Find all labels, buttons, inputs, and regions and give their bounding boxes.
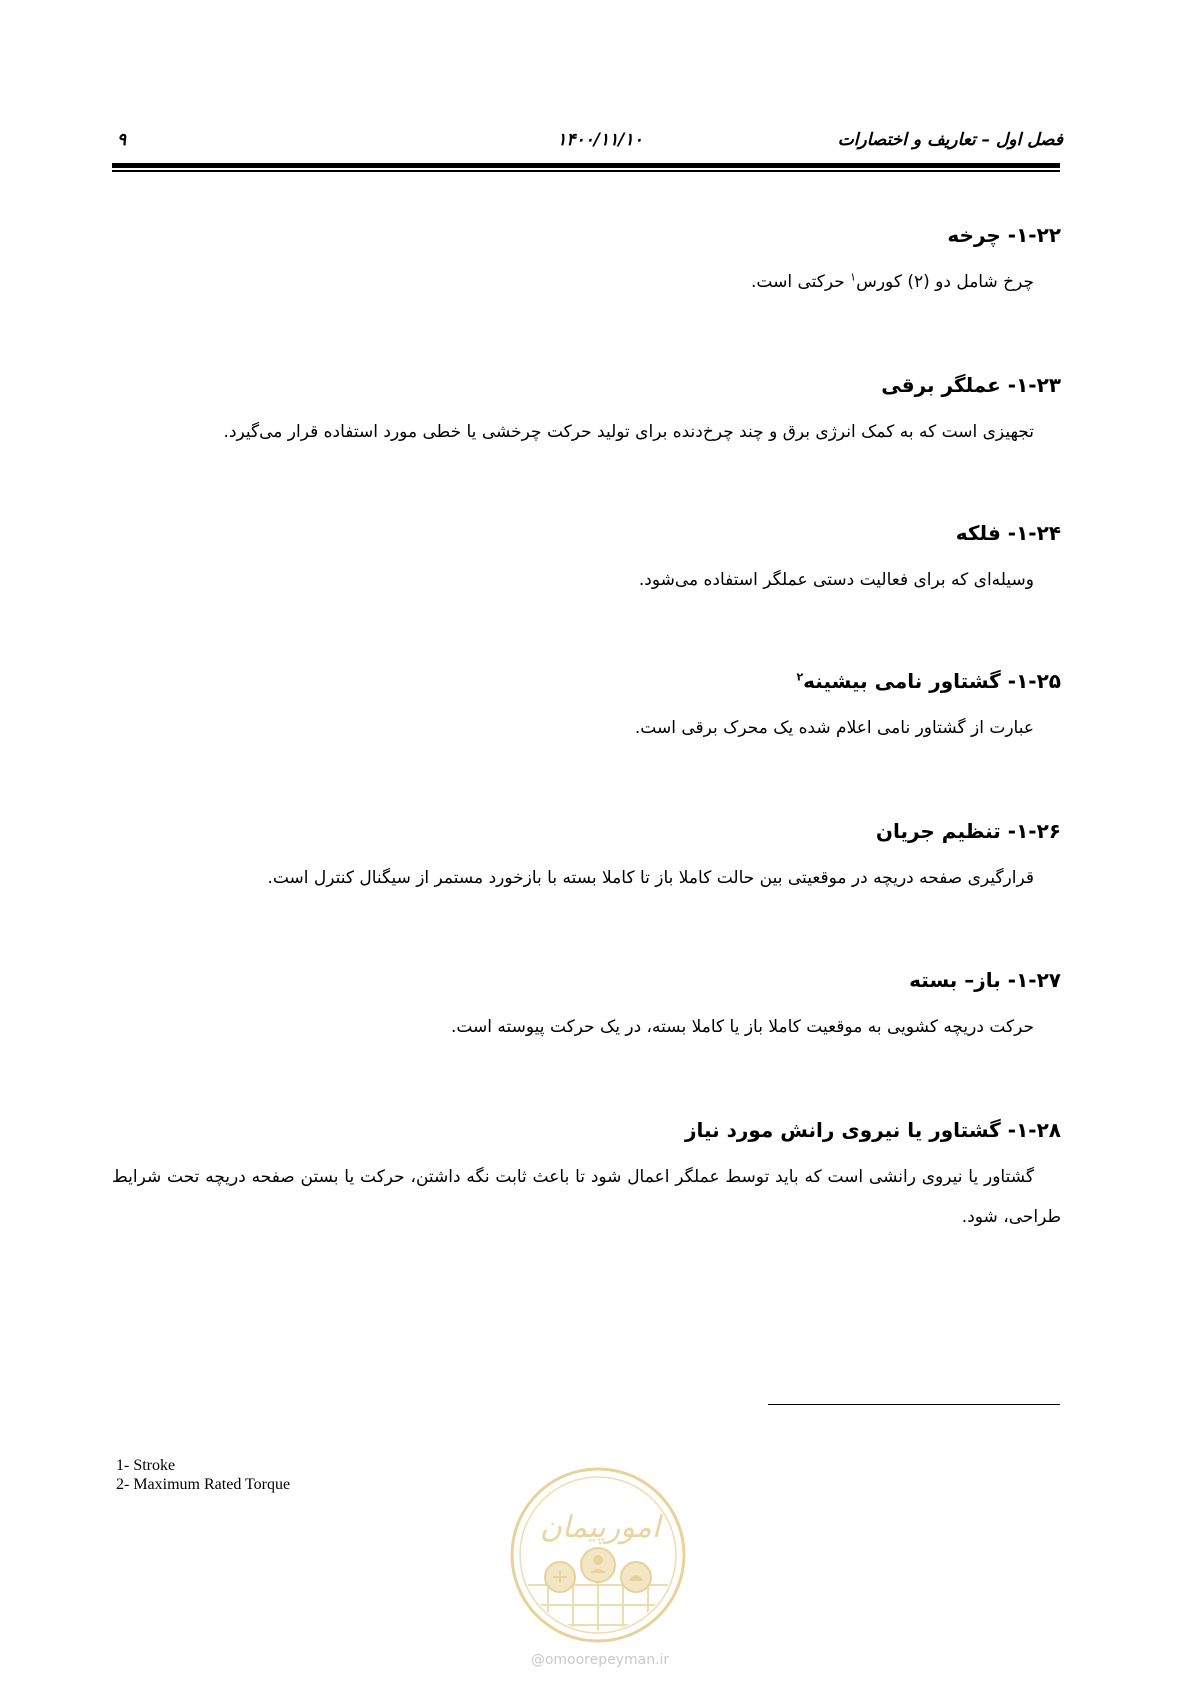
section-heading: ۱-۲۶- تنظیم جریان <box>875 819 1061 843</box>
section-body: عبارت از گشتاور نامی اعلام شده یک محرک برقی است. <box>634 718 1034 738</box>
chapter-title: فصل اول – تعاریف و اختصارات <box>837 130 1063 150</box>
section-body: قرارگیری صفحه دریچه در موقعیتی بین حالت کاملا باز تا کاملا بسته با بازخورد مستمر از سیگنال کنترل است. <box>267 868 1034 888</box>
section-1-27 <box>112 965 1061 1047</box>
section-heading: ۱-۲۲- چرخه <box>947 223 1061 247</box>
section-1-23 <box>112 370 1061 452</box>
watermark-text: امورپیمان <box>539 1510 661 1545</box>
footnote-separator <box>768 1404 1060 1405</box>
section-1-26 <box>112 816 1061 898</box>
header-date: ۱۴۰۰/۱۱/۱۰ <box>557 130 643 150</box>
footnote-ref[interactable]: ۱ <box>850 270 857 284</box>
section-heading: ۱-۲۵- گشتاور نامی بیشینه$^۲$ <box>796 669 1061 693</box>
header-rule-thick <box>112 163 1060 168</box>
section-body: گشتاور یا نیروی رانشی است که باید توسط عملگر اعمال شود تا باعث ثابت نگه داشتن، حرکت یا بستن صفحه دریچه تحت شرایط طراحی، شود. <box>112 1167 1061 1227</box>
watermark-url: @omoorepeyman.ir <box>530 1652 670 1668</box>
section-heading: ۱-۲۷- باز– بسته <box>909 968 1061 992</box>
section-1-28 <box>112 1115 1061 1237</box>
footnotes <box>116 1456 290 1494</box>
section-body: چرخ شامل دو (۲) کورس$^۱$ حرکتی است. <box>751 270 1034 292</box>
section-1-22 <box>112 220 1061 302</box>
footnote-1: 1- Stroke <box>116 1457 176 1474</box>
section-body: حرکت دریچه کشویی به موقعیت کاملا باز یا کاملا بسته، در یک حرکت پیوسته است. <box>450 1017 1034 1037</box>
footnote-2: 2- Maximum Rated Torque <box>116 1476 291 1493</box>
section-heading: ۱-۲۳- عملگر برقی <box>881 373 1061 397</box>
section-body: وسیله‌ای که برای فعالیت دستی عملگر استفاده می‌شود. <box>638 570 1034 590</box>
watermark-seal <box>508 1465 688 1645</box>
section-heading: ۱-۲۸- گشتاور یا نیروی رانش مورد نیاز <box>684 1118 1061 1142</box>
section-1-24 <box>112 518 1061 600</box>
footnote-ref[interactable]: ۲ <box>796 670 804 684</box>
section-body: تجهیزی است که به کمک انرژی برق و چند چرخ‌دنده برای تولید حرکت چرخشی یا خطی مورد استفاده قرار می‌گیرد. <box>223 422 1034 442</box>
section-1-25 <box>112 666 1061 748</box>
section-heading: ۱-۲۴- فلکه <box>955 521 1061 545</box>
header-rule-thin <box>112 170 1060 172</box>
page-number: ۹ <box>117 130 127 150</box>
